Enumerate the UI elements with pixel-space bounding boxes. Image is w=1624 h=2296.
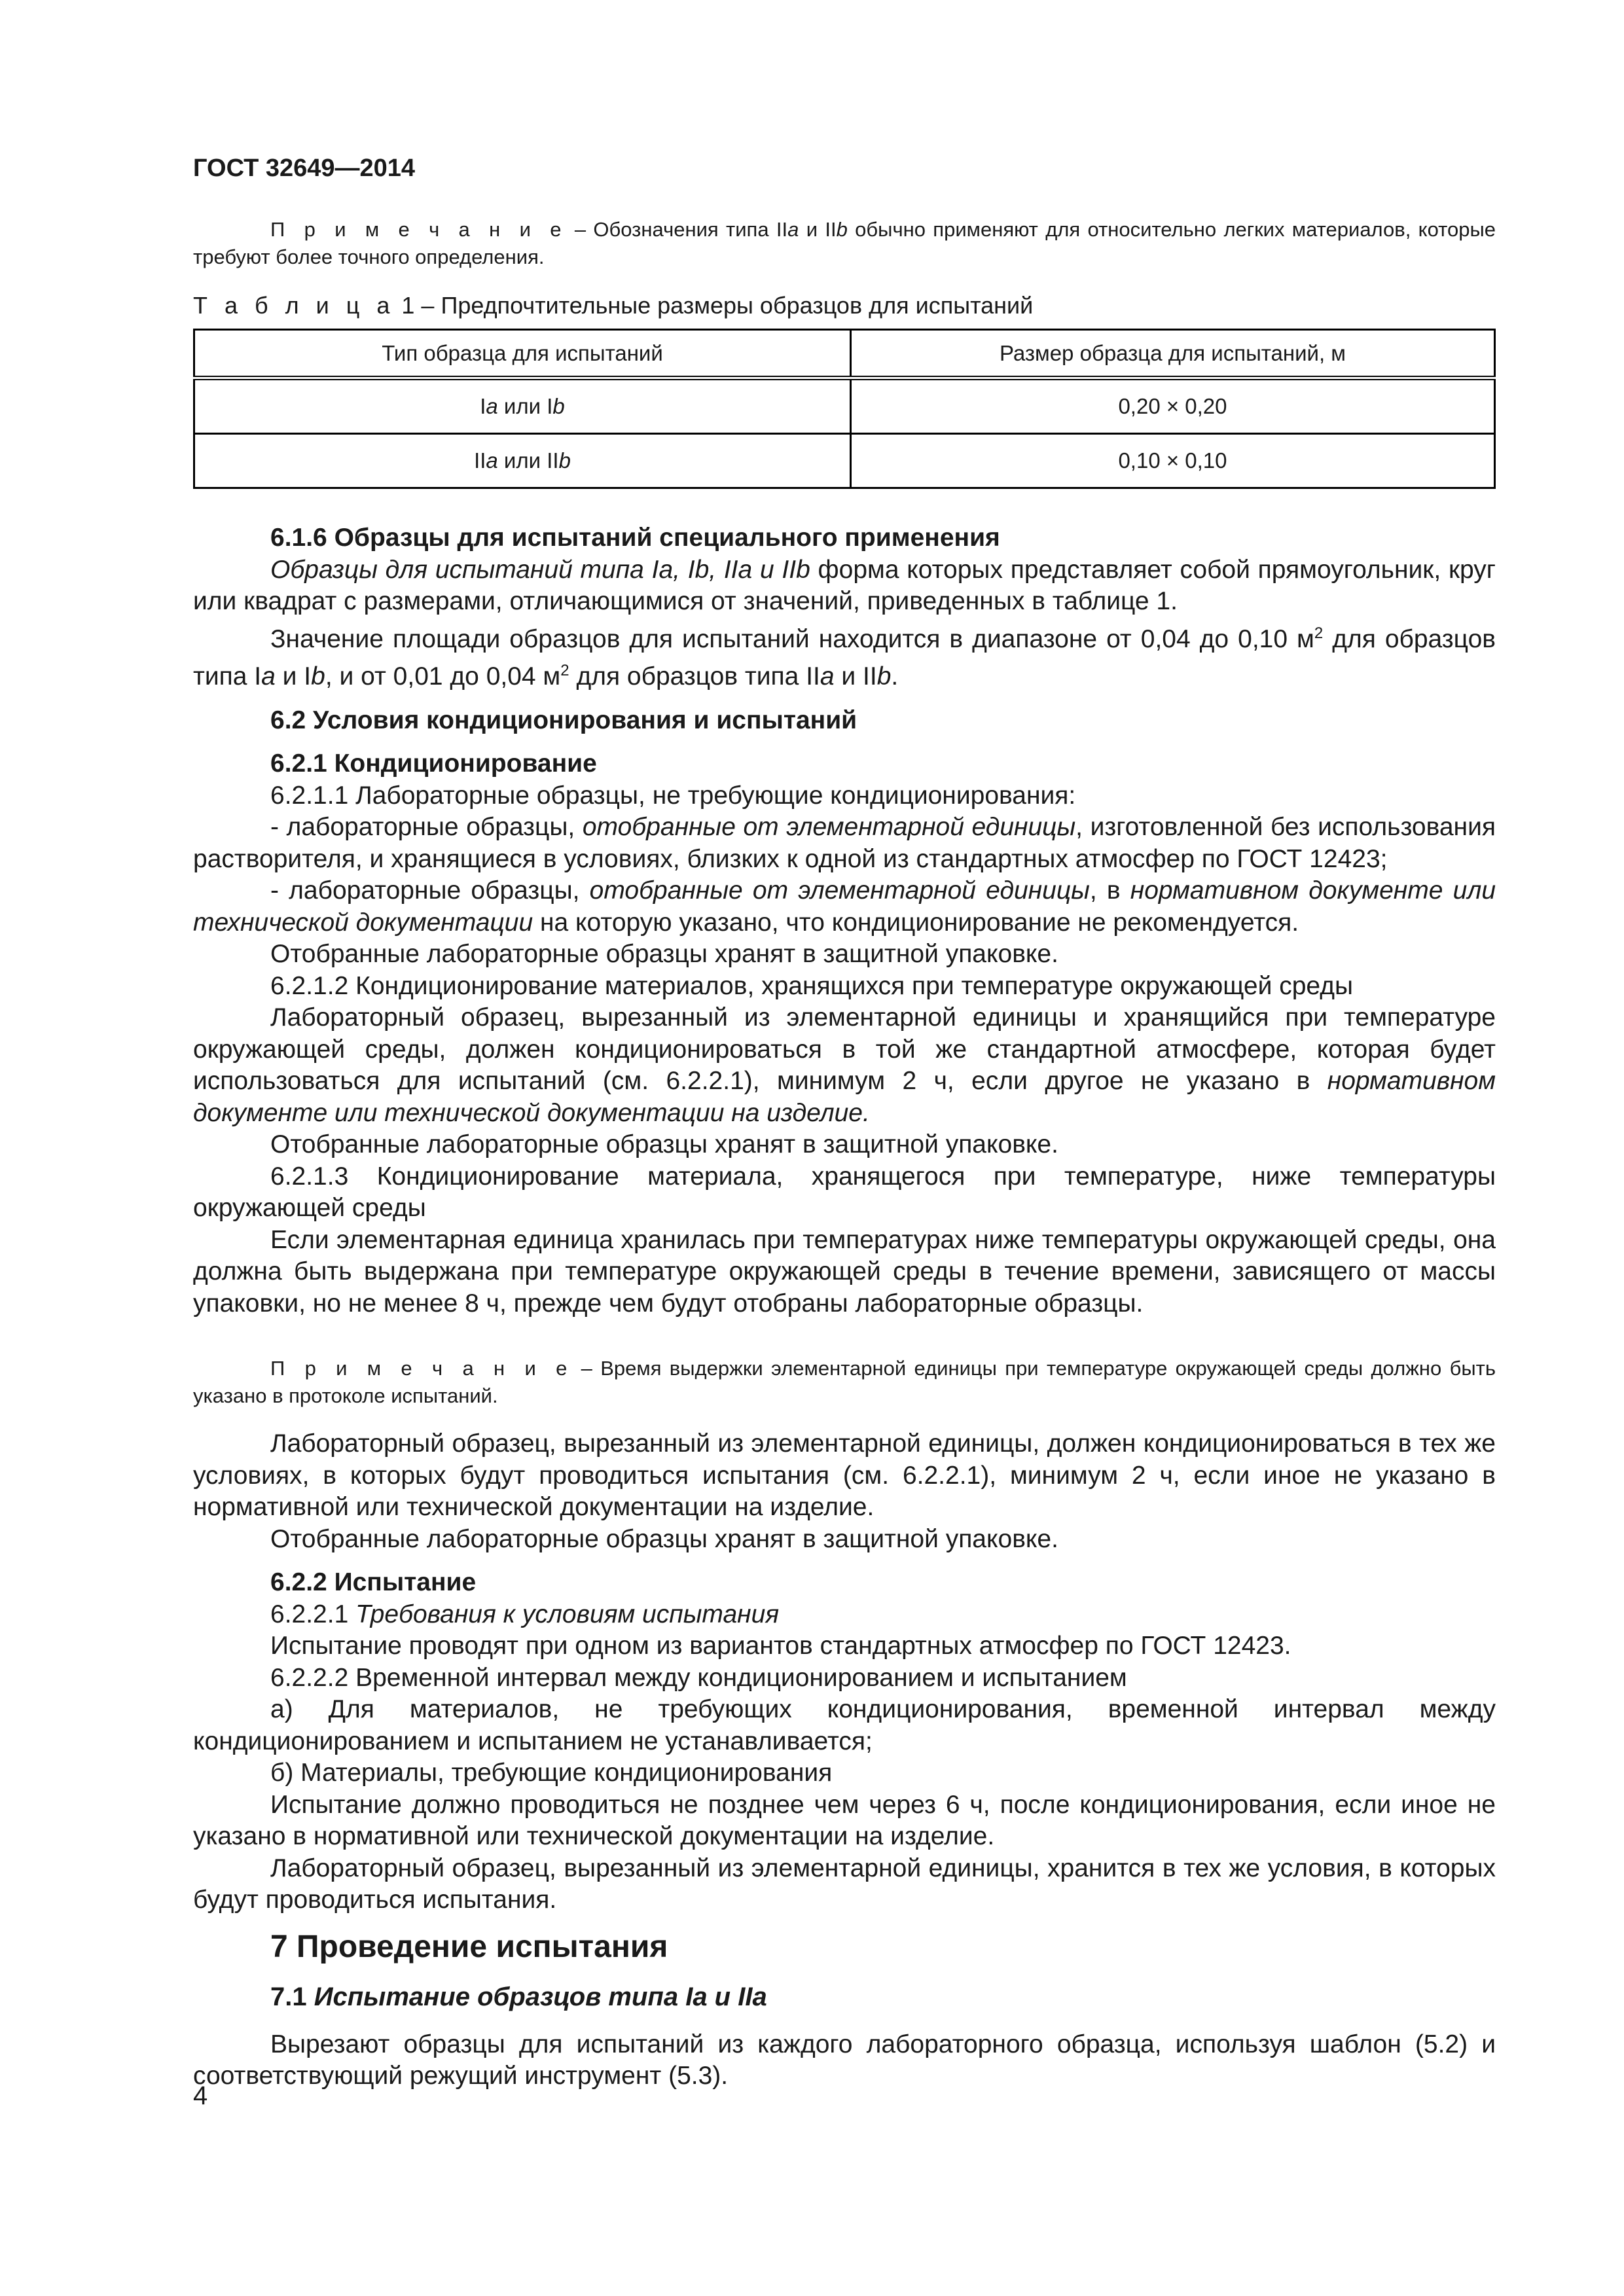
paragraph: Значение площади образцов для испытаний находится в диапазоне от 0,04 до 0,10 $м^2$ для образцов типа Ia и Ib, и от 0,01 до 0,04 $м^2$ для образцов типа IIa и IIb. <box>193 624 1496 691</box>
column-header: Размер образца для испытаний, м <box>851 330 1495 378</box>
paragraph: б) Материалы, требующие кондиционирования <box>270 1759 833 1787</box>
chapter-heading: 7 Проведение испытания <box>270 1929 668 1964</box>
paragraph: 6.2.1.2 Кондиционирование материалов, хранящихся при температуре окружающей среды <box>270 971 1354 1000</box>
paragraph: Испытание проводят при одном из вариантов стандартных атмосфер по ГОСТ 12423. <box>270 1632 1291 1660</box>
paragraph: Лабораторный образец, вырезанный из элементарной единицы, должен кондиционироваться в тех же условиях, в которых будут проводиться испытания (см. 6.2.2.1), минимум 2 ч, если иное не указано в нормативной или технической документации на изделие. <box>193 1429 1496 1521</box>
page-number: 4 <box>193 2081 208 2110</box>
section-heading: 6.2 Условия кондиционирования и испытаний <box>270 706 857 734</box>
table-cell-size: 0,10 × 0,10 <box>851 434 1495 488</box>
table-caption: Т а б л и ц а 1 – Предпочтительные размеры образцов для испытаний <box>193 292 1034 319</box>
paragraph: 6.2.1.1 Лабораторные образцы, не требующие кондиционирования: <box>270 781 1076 810</box>
paragraph: Отобранные лабораторные образцы хранят в защитной упаковке. <box>270 1130 1058 1158</box>
paragraph: Образцы для испытаний типа Ia, Ib, IIa и IIb форма которых представляет собой прямоугольник, круг или квадрат с размерами, отличающимися от значений, приведенных в таблице 1. <box>193 555 1496 615</box>
paragraph: 6.2.1.3 Кондиционирование материала, хранящегося при температуре, ниже температуры окружающей среды <box>193 1162 1496 1222</box>
note-1: П р и м е ч а н и е – Обозначения типа IIa и IIb обычно применяют для относительно легких материалов, которые требуют более точного определения. <box>193 218 1496 268</box>
subsection-heading: 7.1 Испытание образцов типа Ia и IIa <box>270 1982 767 2011</box>
paragraph: а) Для материалов, не требующих кондиционирования, временной интервал между кондиционированием и испытанием не устанавливается; <box>193 1695 1496 1755</box>
paragraph: 6.2.2.1 Требования к условиям испытания <box>270 1600 780 1628</box>
paragraph: Отобранные лабораторные образцы хранят в защитной упаковке. <box>270 1524 1058 1553</box>
table-row <box>194 378 1495 434</box>
paragraph: Испытание должно проводиться не позднее чем через 6 ч, после кондиционирования, если иное не указано в нормативной или технической документации на изделие. <box>193 1790 1496 1850</box>
note-2: П р и м е ч а н и е – Время выдержки элементарной единицы при температуре окружающей среды должно быть указано в протоколе испытаний. <box>193 1357 1496 1407</box>
paragraph: Лабораторный образец, вырезанный из элементарной единицы и хранящийся при температуре окружающей среды, должен кондиционироваться в той же стандартной атмосфере, которая будет использоваться для испытаний (см. 6.2.2.1), минимум 2 ч, если другое не указано в нормативном документе или технической документации на изделие. <box>193 1003 1496 1127</box>
body-section-6-cont <box>193 1428 1496 2092</box>
section-heading: 6.2.1 Кондиционирование <box>270 749 597 778</box>
paragraph: - лабораторные образцы, отобранные от элементарной единицы, в нормативном документе или технической документации на которую указано, что кондиционирование не рекомендуется. <box>193 876 1496 937</box>
paragraph: 6.2.2.2 Временной интервал между кондиционированием и испытанием <box>270 1663 1127 1692</box>
column-header: Тип образца для испытаний <box>194 330 851 378</box>
table-row <box>194 434 1495 488</box>
table-cell-size: 0,20 × 0,20 <box>851 378 1495 434</box>
sample-size-table <box>193 329 1496 489</box>
table-header-row <box>194 330 1495 378</box>
table-cell-type: IIa или IIb <box>194 434 851 488</box>
paragraph: Если элементарная единица хранилась при температурах ниже температуры окружающей среды, она должна быть выдержана при температуре окружающей среды в течение времени, зависящего от массы упаковки, но не менее 8 ч, прежде чем будут отобраны лабораторные образцы. <box>193 1225 1496 1318</box>
note-label: П р и м е ч а н и е <box>270 1357 573 1380</box>
paragraph: Лабораторный образец, вырезанный из элементарной единицы, хранится в тех же условия, в которых будут проводиться испытания. <box>193 1854 1496 1914</box>
paragraph: - лабораторные образцы, отобранные от элементарной единицы, изготовленной без использования растворителя, и хранящиеся в условиях, близких к одной из стандартных атмосфер по ГОСТ 12423; <box>193 813 1496 873</box>
document-header: ГОСТ 32649—2014 <box>193 154 416 182</box>
section-heading: 6.1.6 Образцы для испытаний специального применения <box>270 524 1000 552</box>
paragraph: Вырезают образцы для испытаний из каждого лабораторного образца, используя шаблон (5.2) и соответствующий режущий инструмент (5.3). <box>193 2030 1496 2090</box>
body-section-6 <box>193 522 1496 1319</box>
table-cell-type: Ia или Ib <box>194 378 851 434</box>
section-heading: 6.2.2 Испытание <box>270 1568 477 1596</box>
paragraph: Отобранные лабораторные образцы хранят в защитной упаковке. <box>270 940 1058 968</box>
note-label: П р и м е ч а н и е <box>270 218 568 241</box>
